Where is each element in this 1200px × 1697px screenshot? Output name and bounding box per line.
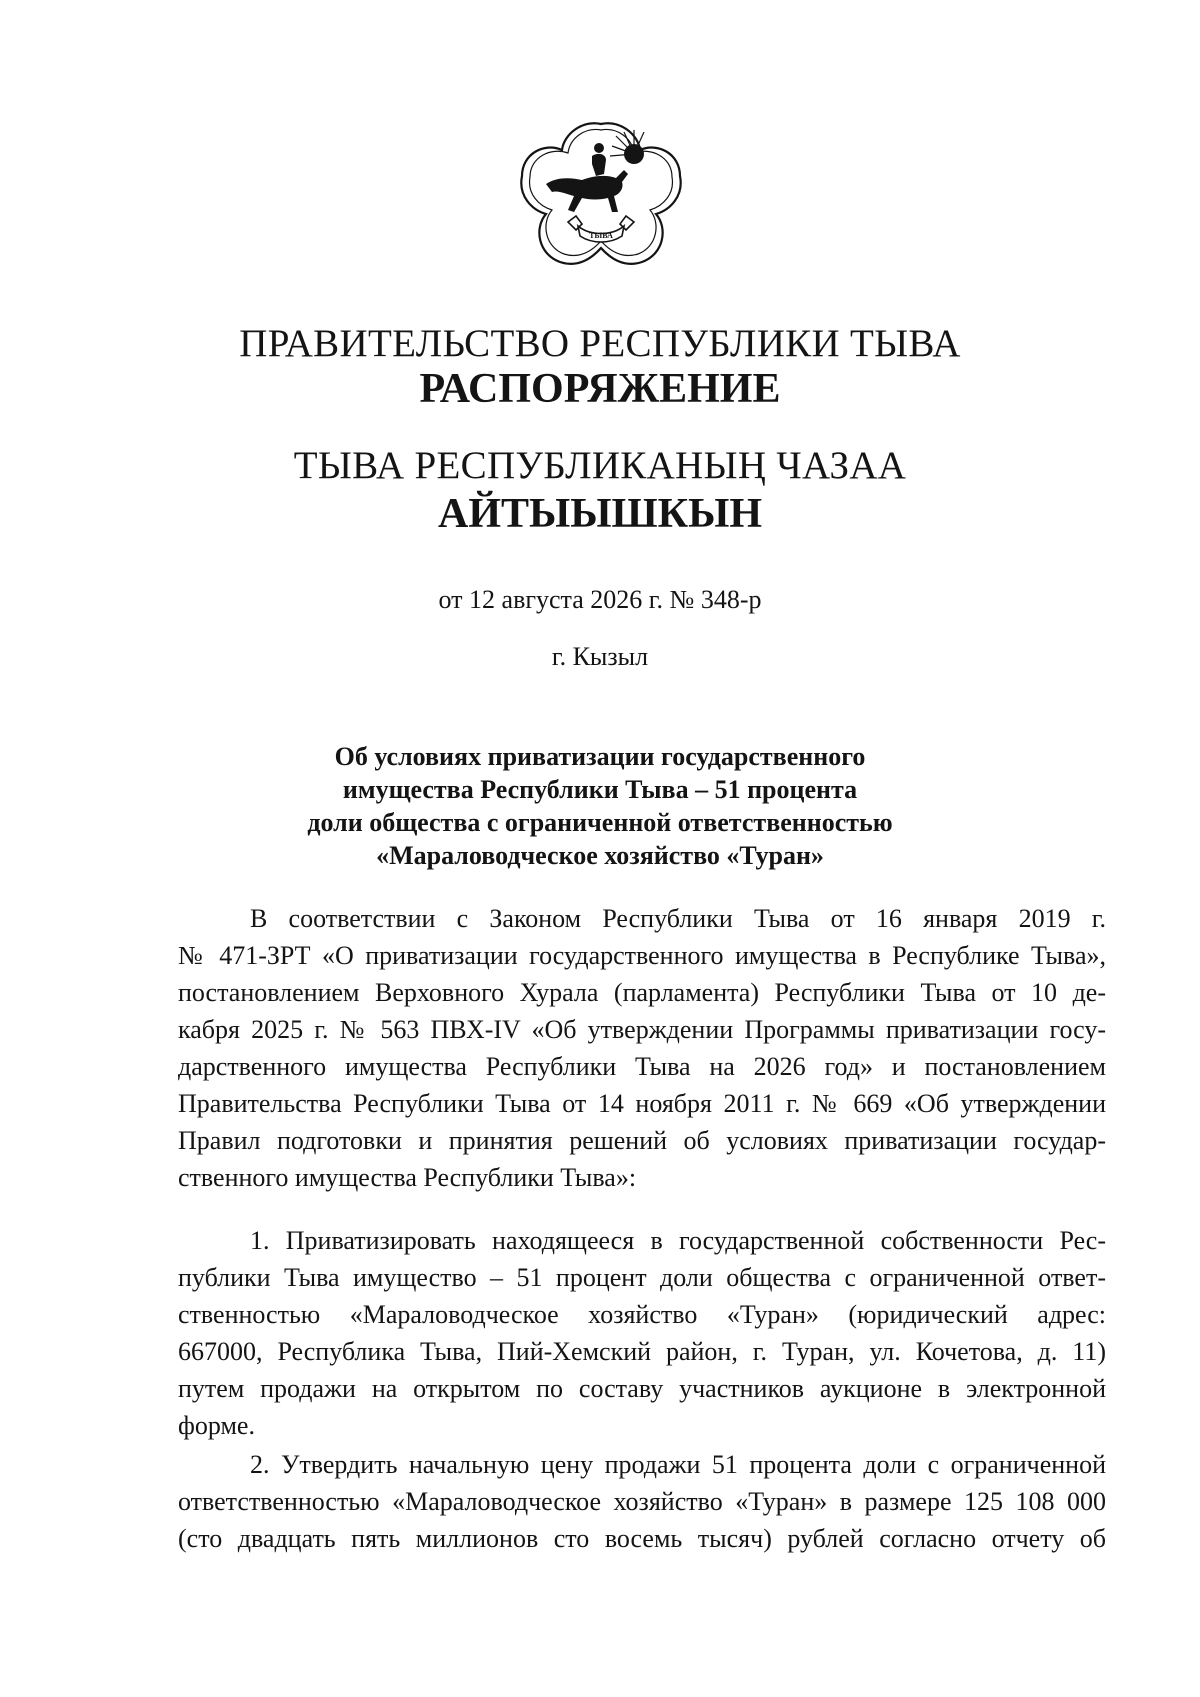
text-line: ответственностью «Мараловодческое хозяйство «Туран» в размере 125 108 000 [178, 1487, 1106, 1516]
tyva-coat-of-arms-icon [516, 116, 686, 274]
text-line: постановлением Верховного Хурала (парламента) Республики Тыва от 10 де- [178, 978, 1106, 1007]
text-line: 2. Утвердить начальную цену продажи 51 процента доли с ограниченной [250, 1450, 1106, 1479]
document-type-tyv: АЙТЫЫШКЫН [438, 491, 762, 537]
text-line: дарственного имущества Республики Тыва на 2026 год» и постановлением [178, 1052, 1106, 1081]
preamble-paragraph [178, 900, 1106, 1196]
document-type-ru: РАСПОРЯЖЕНИЕ [419, 366, 781, 412]
text-line: Правительства Республики Тыва от 14 ноября 2011 г. № 669 «Об утверждении [178, 1089, 1106, 1118]
text-line: 1. Приватизировать находящееся в государственной собственности Рес- [250, 1226, 1106, 1255]
title-line: имущества Республики Тыва – 51 процента [342, 775, 858, 804]
item-2-paragraph [178, 1446, 1106, 1557]
emblem-ribbon-text: ТЫВА [589, 231, 613, 240]
item-1-paragraph [178, 1222, 1106, 1444]
government-name-ru: ПРАВИТЕЛЬСТВО РЕСПУБЛИКИ ТЫВА [239, 322, 961, 365]
text-line: путем продажи на открытом по составу участников аукционе в электронной [178, 1374, 1106, 1403]
document-title [0, 740, 1200, 872]
text-line: форме. [178, 1411, 255, 1440]
government-name-tyv: ТЫВА РЕСПУБЛИКАНЫҢ ЧАЗАА [293, 444, 907, 487]
text-line: В соответствии с Законом Республики Тыва от 16 января 2019 г. [250, 904, 1106, 933]
text-line: ственного имущества Республики Тыва»: [178, 1163, 637, 1192]
title-line: Об условиях приватизации государственного [334, 742, 866, 771]
title-line: доли общества с ограниченной ответственностью [307, 808, 893, 837]
text-line: публики Тыва имущество – 51 процент доли общества с ограниченной ответ- [178, 1263, 1106, 1292]
text-line: Правил подготовки и принятия решений об условиях приватизации государ- [178, 1126, 1106, 1155]
text-line: ственностью «Мараловодческое хозяйство «Туран» (юридический адрес: [178, 1300, 1106, 1329]
text-line: 667000, Республика Тыва, Пий-Хемский район, г. Туран, ул. Кочетова, д. 11) [178, 1337, 1106, 1366]
text-line: (сто двадцать пять миллионов сто восемь тысяч) рублей согласно отчету об [178, 1524, 1106, 1553]
text-line: № 471-ЗРТ «О приватизации государственного имущества в Республике Тыва», [178, 941, 1106, 970]
document-city: г. Кызыл [551, 642, 649, 671]
title-line: «Мараловодческое хозяйство «Туран» [376, 841, 824, 870]
text-line: кабря 2025 г. № 563 ПВХ-IV «Об утверждении Программы приватизации госу- [178, 1015, 1106, 1044]
document-date-number: от 12 августа 2026 г. № 348-р [438, 585, 762, 614]
